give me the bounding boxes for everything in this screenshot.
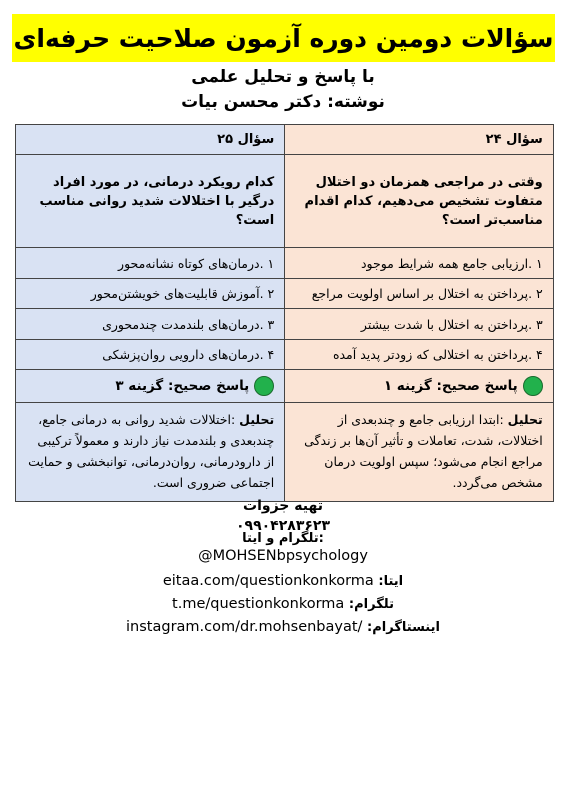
question-row [13,155,553,249]
q25-header: سؤال ۲۵ [15,124,285,155]
page-title: سؤالات دومین دوره آزمون صلاحیت حرفه‌ای [12,14,555,62]
q25-analysis-text: :اختلالات شدید روانی به درمانی جامع، چندبعدی و بلندمدت نیاز دارند و معمولاً ترکیبی از دارودرمانی، روان‌درمانی، توانبخشی و حمایت اجتماعی ضروری است. [28,411,275,490]
q25-question: کدام رویکرد درمانی، در مورد افراد درگیر با اختلالات شدید روانی مناسب است؟ [15,154,285,249]
q25-option-2: ۲ .آموزش قابلیت‌های خویشتن‌محور [15,278,285,310]
q24-option-3: ۳ .پرداختن به اختلال با شدت بیشتر [284,308,554,340]
q25-option-1: ۱ .درمان‌های کوتاه نشانه‌محور [15,247,285,279]
q24-answer [284,369,554,403]
q24-answer-text: پاسخ صحیح: گزینه ۱ [383,377,518,394]
green-circle-icon [523,376,543,396]
eitaa-label: :ایتا [378,574,404,589]
header-row [13,125,553,155]
q24-analysis-label: تحلیل [507,411,543,427]
q25-option-3: ۳ .درمان‌های بلندمدت چندمحوری [15,308,285,340]
analysis-row [13,403,553,502]
q24-option-1: ۱ .ارزیابی جامع همه شرایط موجود [284,247,554,279]
q25-option-4: ۴ .درمان‌های دارویی روان‌پزشکی [15,339,285,371]
telegram-label: :تلگرام [348,597,394,612]
eitaa-link-line [0,573,566,589]
phone-number: ۰۹۹۰۴۲۸۳۶۲۳ [236,518,330,534]
q24-option-2: ۲ .پرداختن به اختلال بر اساس اولویت مراجع [284,278,554,310]
subtitle: با پاسخ و تحلیل علمی [191,67,375,87]
option-row [13,279,553,310]
q24-analysis [284,402,554,502]
option-row [13,248,553,279]
q25-analysis-label: تحلیل [239,411,275,427]
q24-analysis-text: :ابتدا ارزیابی جامع و چندبعدی از اختلالات، شدت، تعاملات و تأثیر آن‌ها بر زندگی مراجع انجام می‌شود؛ سپس اولویت درمان مشخص می‌گردد. [304,411,543,490]
q24-question: وقتی در مراجعی همزمان دو اختلال متفاوت تشخیص می‌دهیم، کدام اقدام مناسب‌تر است؟ [284,154,554,249]
answer-row [13,370,553,403]
instagram-label: :اینستاگرام [367,620,440,635]
q25-analysis [15,402,285,502]
green-circle-icon [254,376,274,396]
q24-option-4: ۴ .پرداختن به اختلالی که زودتر پدید آمده [284,339,554,371]
channel-handle[interactable]: @MOHSENbpsychology [198,548,368,564]
instagram-link[interactable]: instagram.com/dr.mohsenbayat/ [126,619,363,635]
booklet-line: تهیه جزوات [243,498,323,514]
q25-answer [15,369,285,403]
author-line: نوشته: دکتر محسن بیات [181,92,385,112]
q25-answer-text: پاسخ صحیح: گزینه ۳ [115,377,250,394]
eitaa-link[interactable]: eitaa.com/questionkonkorma [162,573,374,589]
option-row [13,340,553,371]
instagram-link-line [0,619,566,635]
telegram-eitaa-label: :تلگرام و ایتا [242,531,324,546]
questions-table [13,125,553,501]
option-row [13,309,553,340]
q24-header: سؤال ۲۴ [284,124,554,155]
telegram-link[interactable]: t.me/questionkonkorma [172,596,345,612]
telegram-link-line [0,596,566,612]
